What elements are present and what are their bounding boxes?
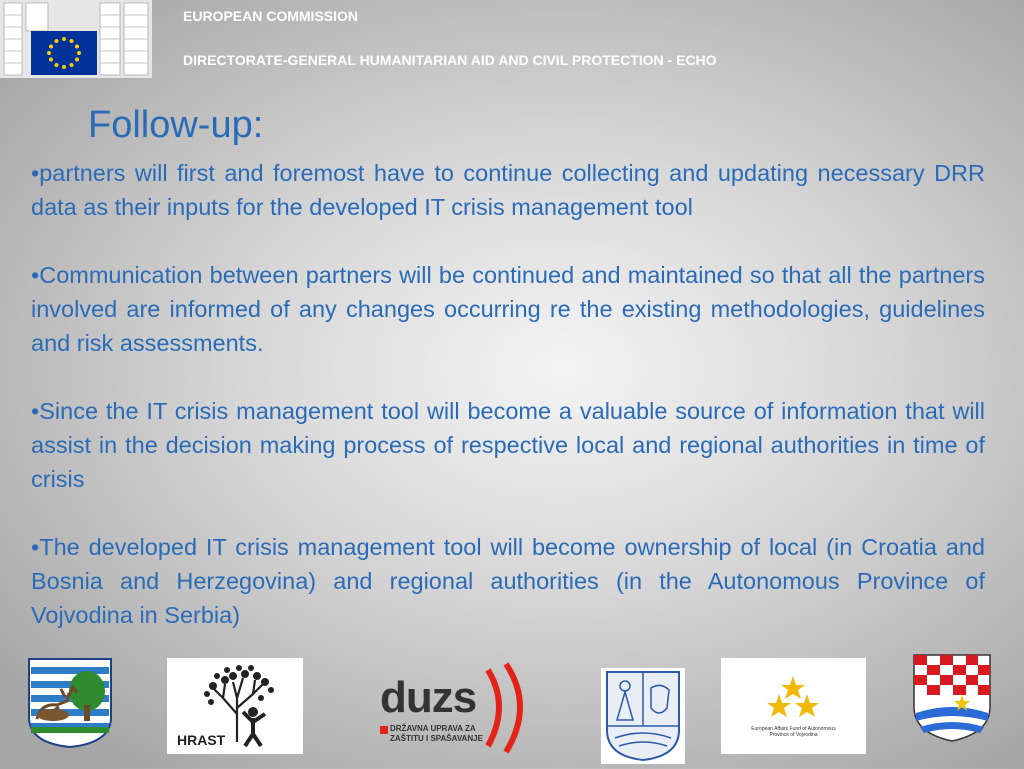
eu-flag-icon: [31, 31, 97, 75]
bullet-paragraph: •Communication between partners will be continued and maintained so that all the partners involved are informed of any changes occurring re the existing methodologies, guidelines and risk assessments.: [31, 262, 985, 356]
slide-content: [31, 156, 985, 666]
duzs-subtitle: DRŽAVNA UPRAVA ZA ZAŠTITU I SPAŠAVANJE: [390, 724, 483, 743]
organization-name: EUROPEAN COMMISSION: [183, 8, 359, 24]
vojvodina-fund-logo: [721, 658, 866, 754]
saints-coat-icon: [601, 668, 685, 764]
bullet-paragraph: •partners will first and foremost have to continue collecting and updating necessary DRR data as their inputs for the developed IT crisis management tool: [31, 160, 985, 220]
bullet-paragraph: •The developed IT crisis management tool will become ownership of local (in Croatia and Bosnia and Herzegovina) and regional authorities (in the Autonomous Province of Vojvodina in Serbia): [31, 534, 985, 628]
green-deer-coat-icon: [27, 657, 113, 749]
department-name: DIRECTORATE-GENERAL HUMANITARIAN AID AND CIVIL PROTECTION - ECHO: [183, 52, 717, 68]
duzs-wordmark: duzs: [380, 673, 477, 722]
duzs-arcs-icon: [484, 662, 538, 754]
duzs-square-icon: [380, 726, 388, 734]
vojvodina-fund-label: European Affairs Fund of Autonomous Province of Vojvodina: [751, 726, 836, 738]
hrast-logo: [167, 658, 303, 754]
duzs-logo: [378, 662, 538, 758]
partner-logos: [0, 650, 1024, 768]
bullet-paragraph: •Since the IT crisis management tool will become a valuable source of information that will assist in the decision making process of respective local and regional authorities in time of crisis: [31, 398, 985, 492]
hrast-label: HRAST: [177, 732, 226, 748]
three-stars-icon: [765, 674, 821, 720]
european-commission-logo-icon: [0, 0, 152, 78]
checkered-coat-icon: [912, 653, 992, 743]
slide-title: Follow-up:: [88, 104, 264, 146]
header: [0, 0, 1024, 78]
